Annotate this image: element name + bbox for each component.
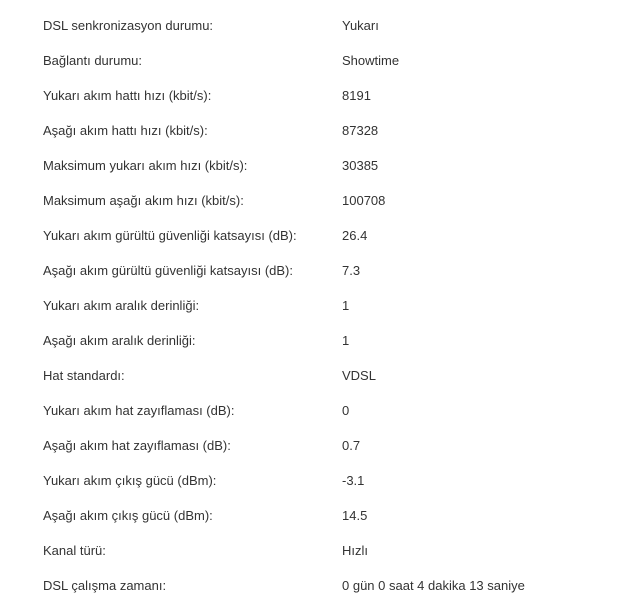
line-standard-value: VDSL (342, 368, 376, 383)
max-downstream-rate-value: 100708 (342, 193, 386, 208)
downstream-line-rate-label: Aşağı akım hattı hızı (kbit/s): (43, 123, 208, 138)
row-downstream-line-rate (0, 113, 637, 148)
channel-type-value: Hızlı (342, 543, 368, 558)
row-channel-type (0, 533, 637, 568)
max-upstream-rate-value: 30385 (342, 158, 379, 173)
row-downstream-noise-margin (0, 253, 637, 288)
row-dsl-uptime (0, 568, 637, 603)
row-sync-status (0, 8, 637, 43)
downstream-interleave-depth-value: 1 (342, 333, 350, 348)
upstream-output-power-label: Yukarı akım çıkış gücü (dBm): (43, 473, 217, 488)
upstream-noise-margin-value: 26.4 (342, 228, 368, 243)
upstream-interleave-depth-value: 1 (342, 298, 350, 313)
row-line-standard (0, 358, 637, 393)
downstream-attenuation-value: 0.7 (342, 438, 361, 453)
max-downstream-rate-label: Maksimum aşağı akım hızı (kbit/s): (43, 193, 244, 208)
dsl-uptime-label: DSL çalışma zamanı: (43, 578, 167, 593)
row-downstream-attenuation (0, 428, 637, 463)
row-max-downstream-rate (0, 183, 637, 218)
sync-status-label: DSL senkronizasyon durumu: (43, 18, 214, 33)
upstream-interleave-depth-label: Yukarı akım aralık derinliği: (43, 298, 200, 313)
row-upstream-output-power (0, 463, 637, 498)
row-downstream-interleave-depth (0, 323, 637, 358)
row-upstream-attenuation (0, 393, 637, 428)
max-upstream-rate-label: Maksimum yukarı akım hızı (kbit/s): (43, 158, 248, 173)
sync-status-value: Yukarı (342, 18, 379, 33)
downstream-noise-margin-value: 7.3 (342, 263, 361, 278)
connection-status-value: Showtime (342, 53, 400, 68)
row-connection-status (0, 43, 637, 78)
line-standard-label: Hat standardı: (43, 368, 125, 383)
upstream-line-rate-label: Yukarı akım hattı hızı (kbit/s): (43, 88, 212, 103)
channel-type-label: Kanal türü: (43, 543, 106, 558)
row-upstream-noise-margin (0, 218, 637, 253)
upstream-attenuation-value: 0 (342, 403, 350, 418)
upstream-line-rate-value: 8191 (342, 88, 371, 103)
row-upstream-interleave-depth (0, 288, 637, 323)
upstream-noise-margin-label: Yukarı akım gürültü güvenliği katsayısı (dB): (43, 228, 297, 243)
downstream-attenuation-label: Aşağı akım hat zayıflaması (dB): (43, 438, 231, 453)
downstream-output-power-value: 14.5 (342, 508, 368, 523)
downstream-line-rate-value: 87328 (342, 123, 379, 138)
row-upstream-line-rate (0, 78, 637, 113)
dsl-uptime-value: 0 gün 0 saat 4 dakika 13 saniye (342, 578, 525, 593)
row-downstream-output-power (0, 498, 637, 533)
downstream-output-power-label: Aşağı akım çıkış gücü (dBm): (43, 508, 213, 523)
downstream-interleave-depth-label: Aşağı akım aralık derinliği: (43, 333, 196, 348)
connection-status-label: Bağlantı durumu: (43, 53, 143, 68)
row-max-upstream-rate (0, 148, 637, 183)
upstream-output-power-value: -3.1 (342, 473, 365, 488)
downstream-noise-margin-label: Aşağı akım gürültü güvenliği katsayısı (dB): (43, 263, 294, 278)
upstream-attenuation-label: Yukarı akım hat zayıflaması (dB): (43, 403, 235, 418)
